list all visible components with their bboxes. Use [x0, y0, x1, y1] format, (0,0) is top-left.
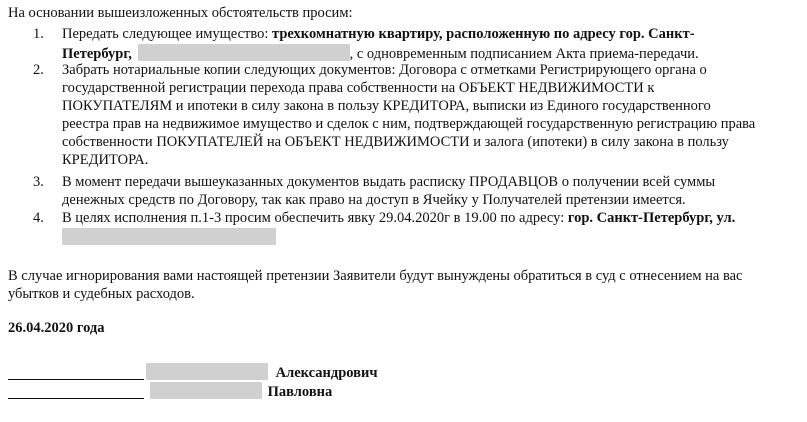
item-2-number: 2.: [33, 62, 44, 78]
item-4-number: 4.: [33, 210, 44, 226]
item-1-line-1: [62, 26, 695, 44]
item-2-line: КРЕДИТОРА.: [62, 152, 149, 168]
signature-line: [8, 385, 144, 399]
item-4-text: В целях исполнения п.1-3 просим обеспечить явку 29.04.2020г в 19.00 по адресу:: [62, 210, 568, 226]
item-2-line: ПОКУПАТЕЛЯМ и ипотеки в силу закона в пользу КРЕДИТОРА, выписки из Единого государственного: [62, 98, 711, 114]
closing-line: В случае игнорирования вами настоящей претензии Заявители будут вынуждены обратиться в суд с отнесением на вас: [8, 268, 743, 284]
item-3-line: денежных средств по Договору, так как право на доступ в Ячейку у Получателей претензии имеется.: [62, 192, 686, 208]
item-2-line: государственной регистрации перехода права собственности на ОБЪЕКТ НЕДВИЖИМОСТИ к: [62, 80, 655, 96]
document-date: 26.04.2020 года: [8, 320, 105, 336]
item-2-line: реестра прав на недвижимое имущество и сделок с ним, подтверждающей государственную регистрацию права: [62, 116, 756, 132]
item-1-number: 1.: [33, 26, 44, 42]
signer-patronymic: Александрович: [275, 365, 378, 381]
item-3-line: В момент передачи вышеуказанных документов выдать расписку ПРОДАВЦОВ о получении всей суммы: [62, 174, 716, 190]
item-4-line-2: [62, 228, 276, 248]
redacted-name: [150, 382, 262, 399]
item-2-line: собственности ПОКУПАТЕЛЕЙ на ОБЪЕКТ НЕДВИЖИМОСТИ и залога (ипотеки) в силу закона в пользу: [62, 134, 729, 150]
signature-row: [8, 382, 332, 402]
redacted-address: [62, 228, 276, 245]
item-1-property: трехкомнатную квартиру, расположенную по адресу гор. Санкт-: [272, 26, 695, 42]
item-2-line: Забрать нотариальные копии следующих документов: Договора с отметками Регистрирующего органа о: [62, 62, 707, 78]
item-1-text: Передать следующее имущество:: [62, 26, 273, 42]
intro-text: На основании вышеизложенных обстоятельств просим:: [8, 5, 353, 21]
redacted-address: [138, 44, 350, 61]
redacted-name: [146, 363, 268, 380]
item-1-line-2: [62, 44, 699, 64]
item-1-act-text: , с одновременным подписанием Акта приема-передачи.: [349, 46, 699, 62]
signature-row: [8, 363, 378, 383]
signature-line: [8, 366, 144, 380]
closing-line: убытков и судебных расходов.: [8, 286, 195, 302]
item-4-address: гор. Санкт-Петербург, ул.: [567, 210, 736, 226]
item-1-city-end: Петербург,: [62, 46, 132, 62]
item-4-line-1: [62, 210, 735, 228]
signer-patronymic: Павловна: [267, 384, 333, 400]
item-3-number: 3.: [33, 174, 44, 190]
